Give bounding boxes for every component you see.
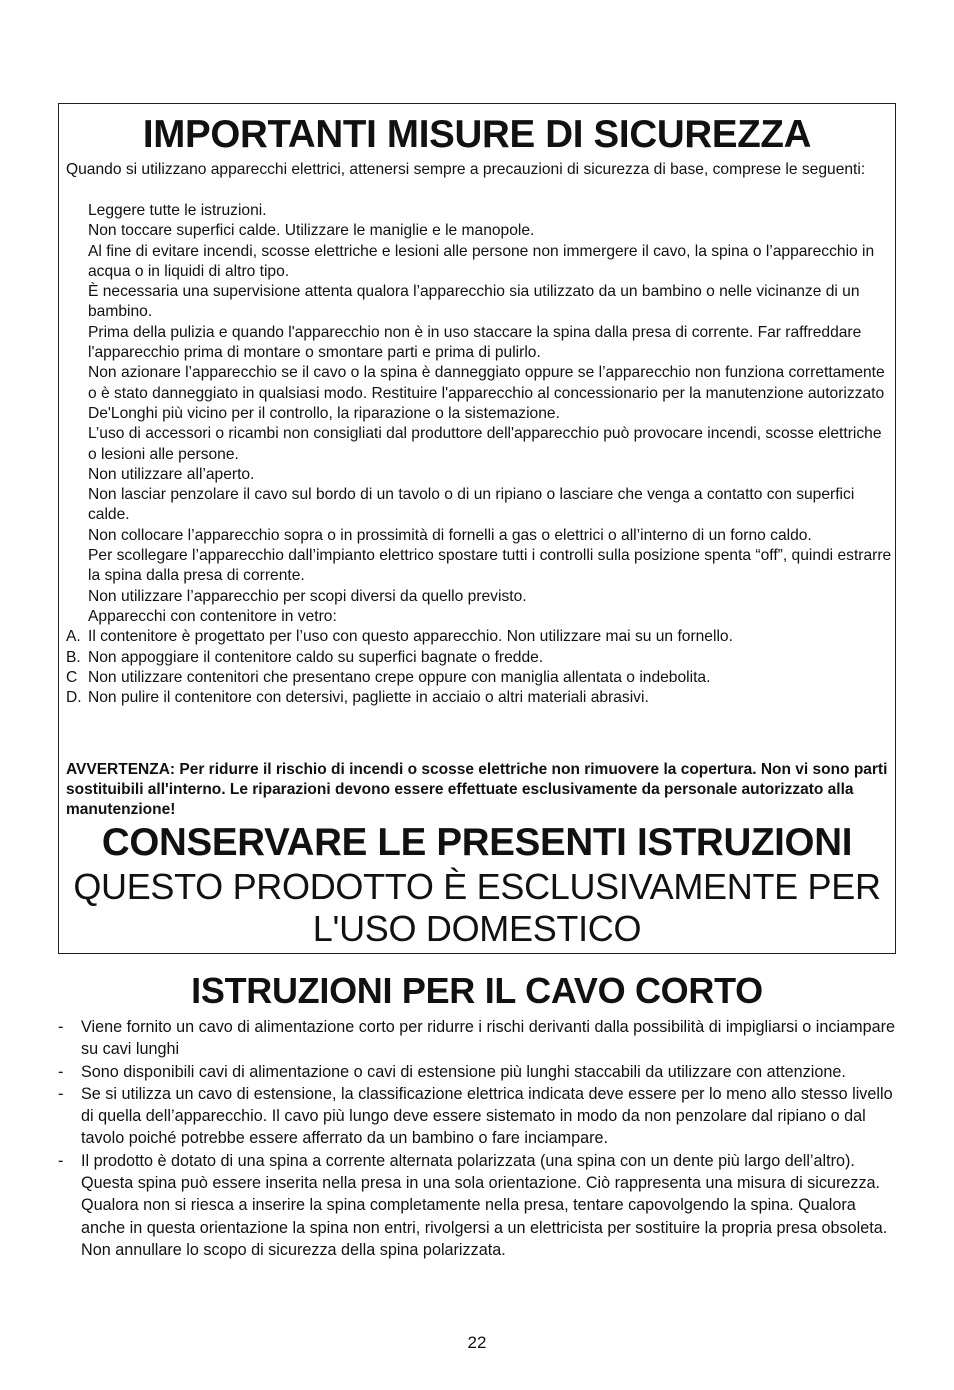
glass-item-d [66,688,892,708]
cord-item [58,1061,896,1083]
safety-item: Al fine di evitare incendi, scosse elettriche e lesioni alle persone non immergere il cavo, la spina o l’apparecchio in acqua o in liquidi di altro tipo. [88,242,875,280]
cord-item-dash: - [58,1062,64,1081]
safety-item: Per scollegare l’apparecchio dall’impianto elettrico spostare tutti i controlli sulla posizione spenta “off”, quindi estrarre la spina dalla presa di corrente. [88,547,892,585]
cord-item-text: Viene fornito un cavo di alimentazione corto per ridurre i rischi derivanti dalla possibilità di impigliarsi o inciampare su cavi lunghi [81,1018,895,1059]
glass-item-b [66,648,892,668]
warning-text: AVVERTENZA: Per ridurre il rischio di incendi o scosse elettriche non rimuovere la copertura. Non vi sono parti sostituibili all'interno. Le riparazioni devono essere effettuate esclusivamente da personale autorizzato alla manutenzione! [66,761,888,818]
glass-item-text: Non utilizzare contenitori che presentano crepe oppure con maniglia allentata o indebolita. [88,668,711,686]
cord-item-dash: - [58,1151,64,1170]
safety-box [58,103,896,954]
cord-item-dash: - [58,1018,64,1036]
glass-item-text: Il contenitore è progettato per l’uso con questo apparecchio. Non utilizzare mai su un fornello. [88,628,733,646]
cord-item [58,1016,896,1061]
safety-intro: Quando si utilizzano apparecchi elettrici, attenersi sempre a precauzioni di sicurezza di base, comprese le seguenti: [66,161,866,178]
glass-item-text: Non appoggiare il contenitore caldo su superfici bagnate o fredde. [88,648,544,666]
cord-item [58,1150,896,1261]
safety-item: Non collocare l’apparecchio sopra o in prossimità di fornelli a gas o elettrici o all’interno di un forno caldo. [88,526,812,544]
glass-item-label: D. [66,689,82,707]
safety-item: Apparecchi con contenitore in vetro: [88,607,337,625]
safety-list [66,201,892,708]
cord-title: ISTRUZIONI PER IL CAVO CORTO [191,970,763,1011]
safety-item: Non toccare superfici calde. Utilizzare le maniglie e le manopole. [88,222,535,240]
cord-list [58,1016,896,1261]
page-number: 22 [467,1333,487,1352]
domestic-line-1: QUESTO PRODOTTO È ESCLUSIVAMENTE PER [73,866,881,907]
cord-item-text: Sono disponibili cavi di alimentazione o cavi di estensione più lunghi staccabili da utilizzare con attenzione. [81,1062,846,1081]
cord-item [58,1083,896,1150]
domestic-use-notice [59,866,895,950]
glass-item-text: Non pulire il contenitore con detersivi, pagliette in acciaio o altri materiali abrasivi. [88,689,649,707]
safety-item: L’uso di accessori o ricambi non consigliati dal produttore dell'apparecchio può provocare incendi, scosse elettriche o lesioni alle persone. [88,425,882,463]
glass-item-label: C [66,668,78,686]
safety-item: Non utilizzare l’apparecchio per scopi diversi da quello previsto. [88,587,527,605]
safety-item: Prima della pulizia e quando l'apparecchio non è in uso staccare la spina dalla presa di corrente. Far raffreddare l'apparecchio prima di montare o smontare parti e prima di pulirlo. [88,323,862,362]
safety-item: Leggere tutte le istruzioni. [88,202,267,219]
cord-item-text: Il prodotto è dotato di una spina a corrente alternata polarizzata (una spina con un dente più largo dell’altro). Questa spina può essere inserita nella presa in una sola orientazione. Ciò rappresenta una misura di sicurezza. Qualora non si riesca a inserire la spina completamente nella presa, tentare capovolgendo la spina. Qualora anche in questa orientazione la spina non entri, rivolgersi a un elettricista per sostituire la propria presa obsoleta. Non annullare lo scopo di sicurezza della spina polarizzata. [81,1151,888,1259]
safety-item: Non azionare l’apparecchio se il cavo o la spina è danneggiato oppure se l’apparecchio non funziona correttamente o è stato danneggiato in qualsiasi modo. Restituire l'apparecchio al concessionario per la manutenzione autorizzato De'Longhi più vicino per il controllo, la riparazione o la sistemazione. [88,364,885,422]
glass-item-a [66,627,892,647]
glass-item-label: A. [66,628,81,646]
keep-instructions-title: CONSERVARE LE PRESENTI ISTRUZIONI [101,821,853,864]
cord-item-text: Se si utilizza un cavo di estensione, la classificazione elettrica indicata deve essere per lo meno allo stesso livello di quella dell’apparecchio. Il cavo più lungo deve essere sistemato in modo da non penzolare dal ripiano o dal tavolo poiché potrebbe essere afferrato da un bambino o fare inciampare. [81,1084,893,1148]
safety-title: IMPORTANTI MISURE DI SICUREZZA [142,113,812,156]
domestic-line-2: L'USO DOMESTICO [312,908,642,949]
safety-item: È necessaria una supervisione attenta qualora l’apparecchio sia utilizzato da un bambino o nelle vicinanze di un bambino. [88,283,860,321]
cord-item-dash: - [58,1084,64,1103]
glass-item-c [66,668,892,688]
safety-item: Non lasciar penzolare il cavo sul bordo di un tavolo o di un ripiano o lasciare che venga a contatto con superfici calde. [88,486,855,524]
safety-item: Non utilizzare all’aperto. [88,465,255,483]
glass-item-label: B. [66,648,81,666]
